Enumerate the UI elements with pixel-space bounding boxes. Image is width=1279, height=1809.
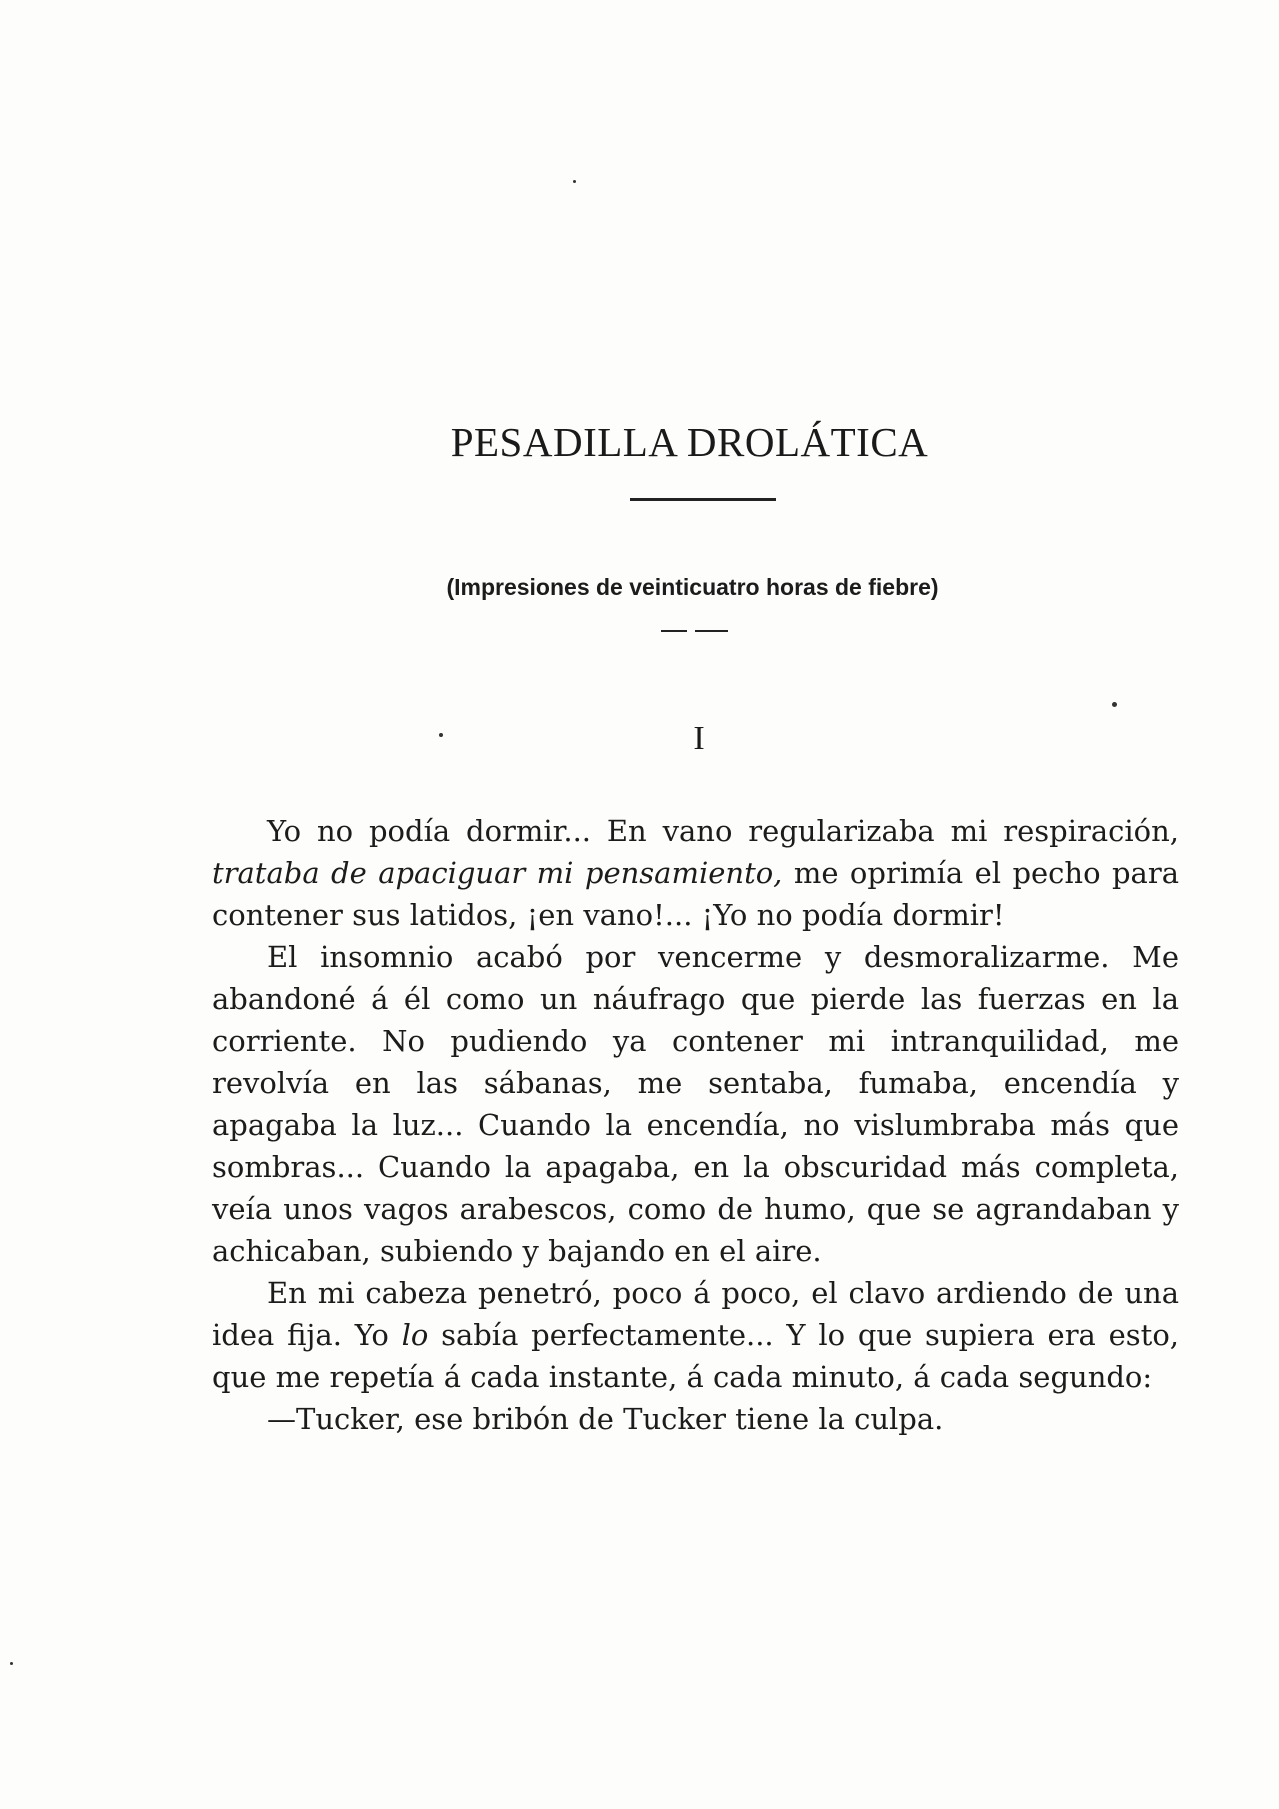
body-text (212, 810, 1179, 1440)
paragraph-3-part-b: lo (401, 1318, 429, 1352)
paragraph-1-part-b: trataba de apaciguar mi pensamiento, (212, 856, 783, 890)
paragraph-3-part-c: sabía perfectamente... Y lo que supiera era esto, que me repetía á cada instante, á cada minuto, á cada segundo: (212, 1318, 1179, 1394)
scan-speck (1112, 702, 1117, 707)
paragraph-1-part-c: me oprimía el pecho para contener sus latidos, ¡en vano!... ¡Yo no podía dormir! (212, 856, 1179, 932)
chapter-title: PESADILLA DROLÁTICA (450, 419, 929, 465)
scan-speck (439, 733, 443, 737)
chapter-subtitle: (Impresiones de veinticuatro horas de fiebre) (446, 574, 939, 600)
paragraph-1 (212, 810, 1179, 936)
paragraph-2: El insomnio acabó por vencerme y desmoralizarme. Me abandoné á él como un náufrago que pierde las fuerzas en la corriente. No pudiendo ya contener mi intranquilidad, me revolvía en las sábanas, me sentaba, fumaba, encendía y apagaba la luz... Cuando la encendía, no vislumbraba más que sombras... Cuando la apagaba, en la obscuridad más completa, veía unos vagos arabescos, como de humo, que se agrandaban y achicaban, subiendo y bajando en el aire. (212, 940, 1179, 1268)
subtitle-divider-left (661, 630, 687, 632)
scan-speck (573, 180, 576, 183)
title-divider (630, 498, 776, 501)
paragraph-1-part-a: Yo no podía dormir... En vano regularizaba mi respiración, (267, 814, 1179, 848)
paragraph-4: —Tucker, ese bribón de Tucker tiene la culpa. (267, 1402, 944, 1436)
section-number: I (693, 720, 705, 757)
paragraph-3 (212, 1272, 1179, 1398)
scan-speck (10, 1662, 13, 1665)
paragraph-3-part-a: En mi cabeza penetró, poco á poco, el clavo ardiendo de una idea fija. Yo (212, 1276, 1179, 1352)
subtitle-divider-right (695, 630, 728, 632)
